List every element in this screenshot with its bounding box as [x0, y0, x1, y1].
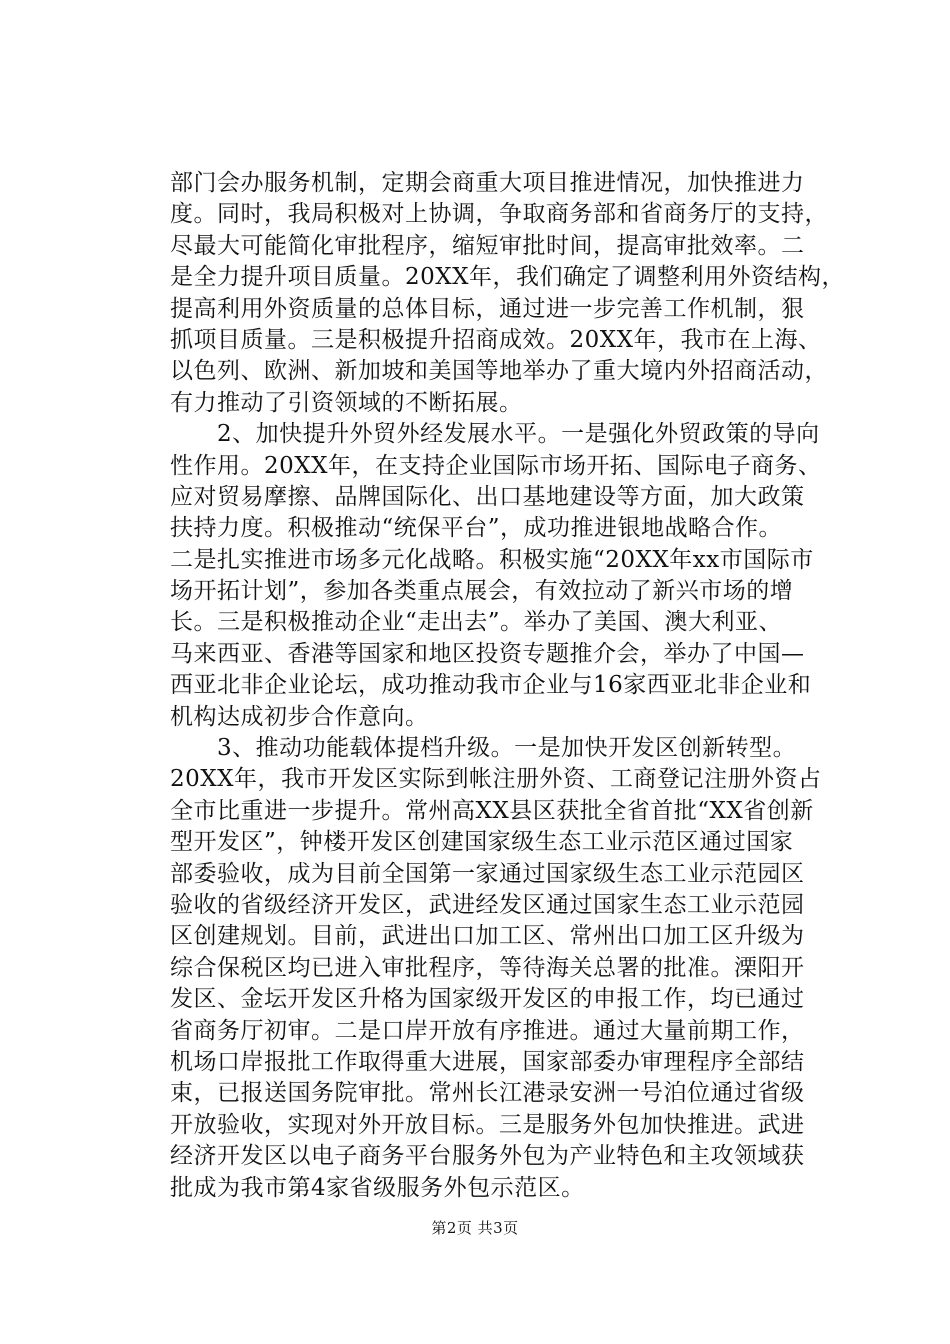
- document-body: [170, 168, 846, 1204]
- text-line: 二是扎实推进市场多元化战略。积极实施“20XX年xx市国际市: [170, 546, 814, 573]
- text-line: 以色列、欧洲、新加坡和美国等地举办了重大境内外招商活动，: [170, 358, 828, 385]
- text-line: 综合保税区均已进入审批程序，等待海关总署的批准。溧阳开: [170, 954, 805, 981]
- text-line: 部门会办服务机制，定期会商重大项目推进情况，加快推进力: [170, 170, 805, 196]
- text-line: 马来西亚、香港等国家和地区投资专题推介会，举办了中国—: [170, 640, 805, 667]
- text-line: 应对贸易摩擦、品牌国际化、出口基地建设等方面，加大政策: [170, 483, 805, 510]
- text-line: 全市比重进一步提升。常州高XX县区获批全省首批“XX省创新: [170, 797, 814, 824]
- text-line: 3、推动功能载体提档升级。一是加快开发区创新转型。: [170, 735, 797, 762]
- text-line: 是全力提升项目质量。20XX年，我们确定了调整利用外资结构，: [170, 264, 846, 291]
- text-line: 长。三是积极推动企业“走出去”。举办了美国、澳大利亚、: [170, 609, 783, 636]
- text-line: 度。同时，我局积极对上协调，争取商务部和省商务厅的支持，: [170, 201, 828, 228]
- text-line: 提高利用外资质量的总体目标，通过进一步完善工作机制，狠: [170, 295, 805, 322]
- text-line: 有力推动了引资领域的不断拓展。: [170, 389, 523, 416]
- text-line: 开放验收，实现对外开放目标。三是服务外包加快推进。武进: [170, 1111, 805, 1138]
- text-line: 2、加快提升外贸外经发展水平。一是强化外贸政策的导向: [170, 421, 820, 448]
- text-line: 机场口岸报批工作取得重大进展，国家部委办审理程序全部结: [170, 1048, 805, 1075]
- text-line: 验收的省级经济开发区，武进经发区通过国家生态工业示范园: [170, 891, 805, 918]
- text-line: 区创建规划。目前，武进出口加工区、常州出口加工区升级为: [170, 923, 805, 950]
- text-line: 束，已报送国务院审批。常州长江港录安洲一号泊位通过省级: [170, 1080, 805, 1107]
- text-line: 型开发区”，钟楼开发区创建国家级生态工业示范区通过国家: [170, 829, 794, 856]
- text-line: 性作用。20XX年，在支持企业国际市场开拓、国际电子商务、: [170, 452, 822, 479]
- page-number-label: 第2页 共3页: [431, 1219, 519, 1237]
- text-line: 抓项目质量。三是积极提升招商成效。20XX年，我市在上海、: [170, 326, 822, 353]
- text-line: 经济开发区以电子商务平台服务外包为产业特色和主攻领域获: [170, 1143, 805, 1170]
- text-line: 场开拓计划”，参加各类重点展会，有效拉动了新兴市场的增: [170, 578, 794, 605]
- text-line: 批成为我市第4家省级服务外包示范区。: [170, 1174, 585, 1201]
- text-line: 西亚北非企业论坛，成功推动我市企业与16家西亚北非企业和: [170, 672, 812, 699]
- text-line: 发区、金坛开发区升格为国家级开发区的申报工作，均已通过: [170, 986, 805, 1013]
- text-line: 20XX年，我市开发区实际到帐注册外资、工商登记注册外资占: [170, 766, 822, 793]
- text-line: 扶持力度。积极推动“统保平台”，成功推进银地战略合作。: [170, 515, 783, 542]
- page-footer: [0, 1217, 950, 1238]
- text-line: 部委验收，成为目前全国第一家通过国家级生态工业示范园区: [170, 860, 805, 887]
- text-line: 省商务厅初审。二是口岸开放有序推进。通过大量前期工作，: [170, 1017, 805, 1044]
- text-line: 尽最大可能简化审批程序，缩短审批时间，提高审批效率。二: [170, 232, 805, 259]
- text-line: 机构达成初步合作意向。: [170, 703, 429, 730]
